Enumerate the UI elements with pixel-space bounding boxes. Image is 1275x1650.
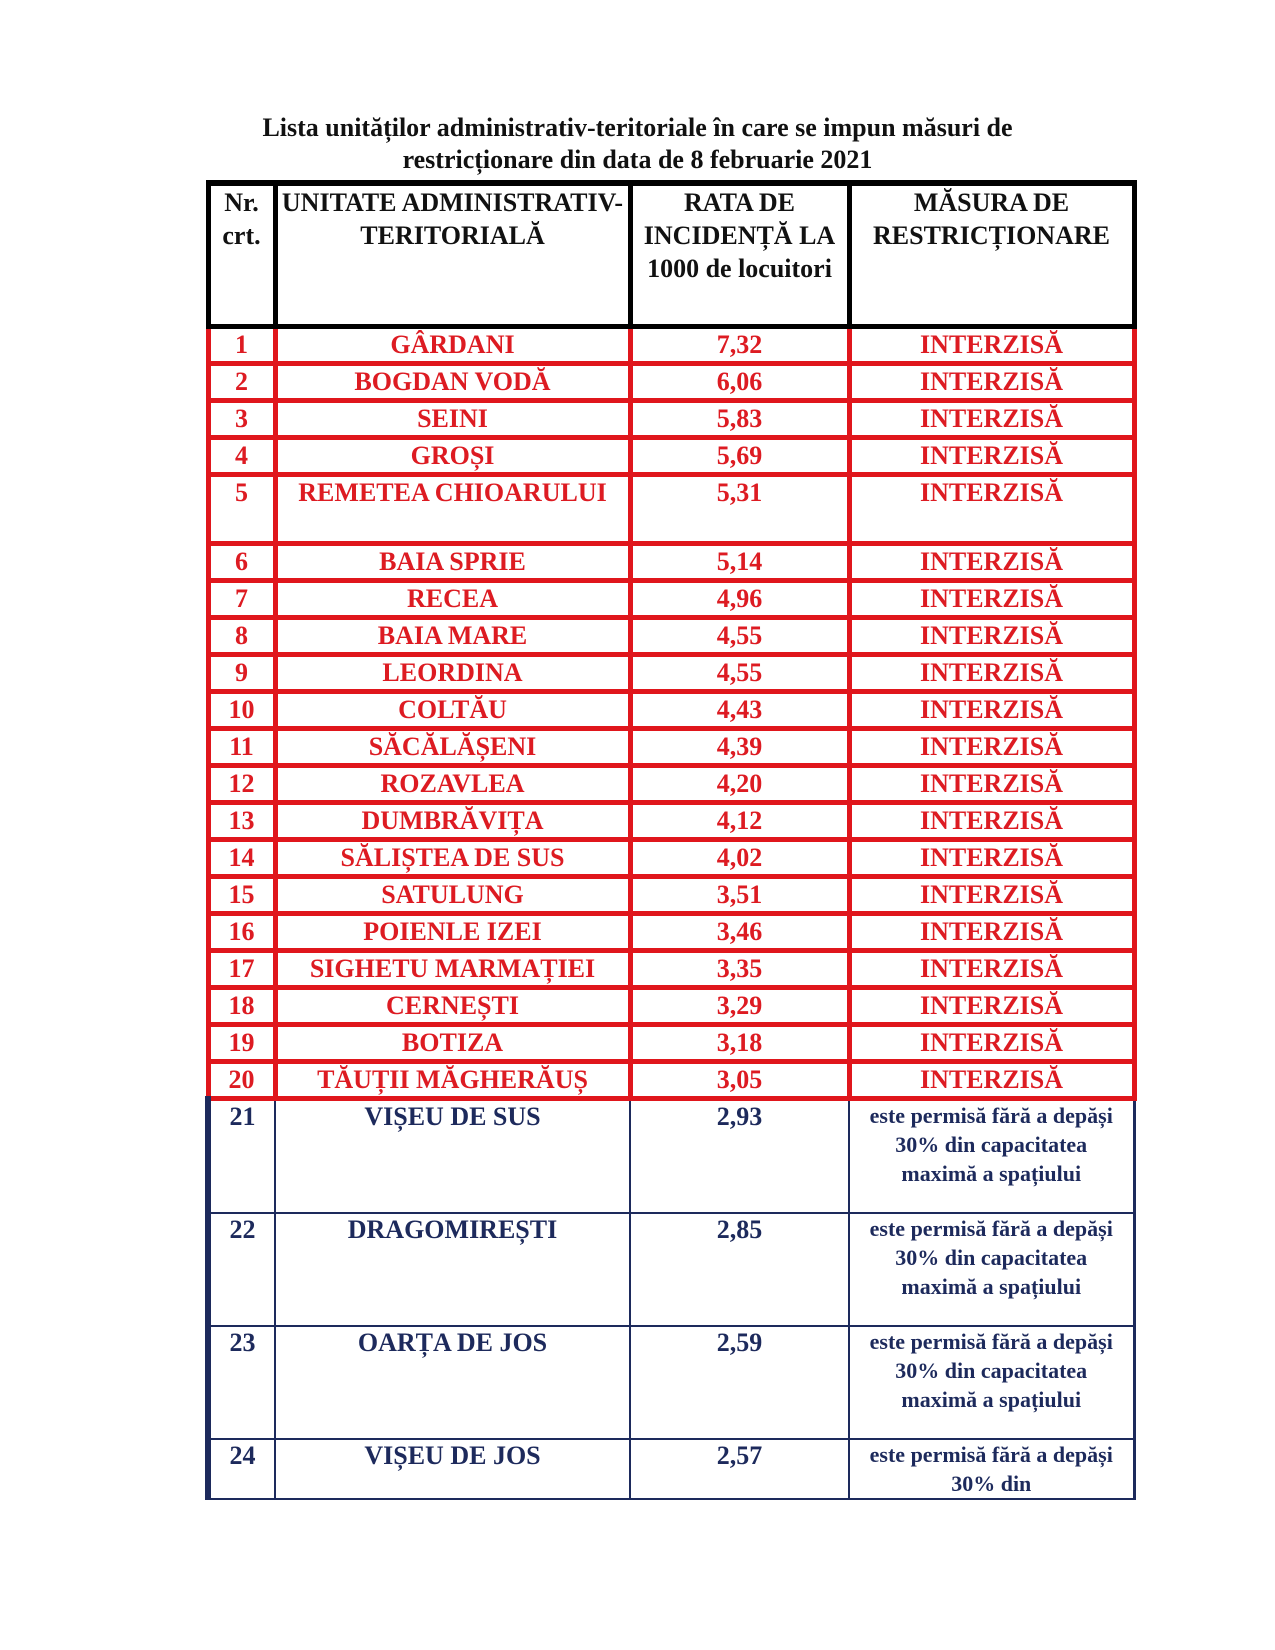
cell-name: VIȘEU DE JOS (275, 1439, 630, 1499)
cell-nr: 18 (208, 988, 275, 1025)
cell-rate: 3,29 (630, 988, 849, 1025)
cell-measure: INTERZISĂ (849, 988, 1134, 1025)
cell-name: POIENLE IZEI (275, 914, 630, 951)
cell-nr: 9 (208, 655, 275, 692)
cell-measure: INTERZISĂ (849, 438, 1134, 475)
cell-measure: INTERZISĂ (849, 364, 1134, 401)
table-row (208, 1326, 1134, 1439)
cell-measure: INTERZISĂ (849, 914, 1134, 951)
cell-name: GÂRDANI (275, 327, 630, 364)
cell-rate: 5,69 (630, 438, 849, 475)
cell-name: BOTIZA (275, 1025, 630, 1062)
cell-rate: 4,43 (630, 692, 849, 729)
cell-name: BAIA SPRIE (275, 544, 630, 581)
cell-measure: INTERZISĂ (849, 803, 1134, 840)
cell-rate: 4,20 (630, 766, 849, 803)
cell-rate: 5,14 (630, 544, 849, 581)
cell-measure: INTERZISĂ (849, 1062, 1134, 1099)
cell-name: SEINI (275, 401, 630, 438)
cell-nr: 4 (208, 438, 275, 475)
cell-name: VIȘEU DE SUS (275, 1099, 630, 1214)
cell-rate: 4,96 (630, 581, 849, 618)
table-row (208, 327, 1134, 364)
cell-nr: 14 (208, 840, 275, 877)
table-row (208, 951, 1134, 988)
cell-rate: 2,85 (630, 1213, 849, 1326)
table-row (208, 914, 1134, 951)
cell-name: BAIA MARE (275, 618, 630, 655)
cell-nr: 5 (208, 475, 275, 544)
table-row (208, 655, 1134, 692)
cell-rate: 3,46 (630, 914, 849, 951)
document-title (160, 112, 1115, 176)
cell-measure: INTERZISĂ (849, 544, 1134, 581)
cell-rate: 6,06 (630, 364, 849, 401)
cell-name: OARȚA DE JOS (275, 1326, 630, 1439)
cell-nr: 21 (208, 1099, 275, 1214)
cell-rate: 4,55 (630, 655, 849, 692)
table-row (208, 1439, 1134, 1499)
cell-nr: 16 (208, 914, 275, 951)
cell-nr: 19 (208, 1025, 275, 1062)
cell-nr: 20 (208, 1062, 275, 1099)
cell-measure: INTERZISĂ (849, 840, 1134, 877)
cell-rate: 3,05 (630, 1062, 849, 1099)
cell-nr: 12 (208, 766, 275, 803)
cell-measure: este permisă fără a depăși 30% din (849, 1439, 1134, 1499)
cell-name: COLTĂU (275, 692, 630, 729)
cell-measure: INTERZISĂ (849, 655, 1134, 692)
header-nr: Nr. crt. (208, 183, 275, 327)
table-row (208, 1099, 1134, 1214)
cell-name: DUMBRĂVIȚA (275, 803, 630, 840)
cell-rate: 2,57 (630, 1439, 849, 1499)
table-row (208, 803, 1134, 840)
cell-measure: INTERZISĂ (849, 1025, 1134, 1062)
cell-measure: este permisă fără a depăși 30% din capacitatea maximă a spațiului (849, 1326, 1134, 1439)
table-row (208, 618, 1134, 655)
cell-measure: INTERZISĂ (849, 401, 1134, 438)
header-rate: RATA DE INCIDENȚĂ LA 1000 de locuitori (630, 183, 849, 327)
cell-name: SATULUNG (275, 877, 630, 914)
cell-nr: 17 (208, 951, 275, 988)
cell-measure: INTERZISĂ (849, 327, 1134, 364)
cell-measure: INTERZISĂ (849, 618, 1134, 655)
table-header-row (208, 183, 1134, 327)
table-row (208, 988, 1134, 1025)
table-row (208, 581, 1134, 618)
table-row (208, 438, 1134, 475)
cell-measure: INTERZISĂ (849, 877, 1134, 914)
title-line-2: restricționare din data de 8 februarie 2021 (402, 145, 873, 174)
table-row (208, 877, 1134, 914)
cell-name: BOGDAN VODĂ (275, 364, 630, 401)
cell-name: SĂCĂLĂȘENI (275, 729, 630, 766)
table-row (208, 729, 1134, 766)
cell-rate: 4,12 (630, 803, 849, 840)
cell-name: RECEA (275, 581, 630, 618)
restriction-table (205, 180, 1137, 1500)
cell-rate: 4,55 (630, 618, 849, 655)
cell-rate: 2,59 (630, 1326, 849, 1439)
table-row (208, 401, 1134, 438)
cell-rate: 3,51 (630, 877, 849, 914)
table-row (208, 840, 1134, 877)
cell-nr: 22 (208, 1213, 275, 1326)
table-row (208, 1025, 1134, 1062)
cell-nr: 24 (208, 1439, 275, 1499)
cell-name: LEORDINA (275, 655, 630, 692)
cell-rate: 5,31 (630, 475, 849, 544)
cell-name: DRAGOMIREȘTI (275, 1213, 630, 1326)
cell-rate: 4,02 (630, 840, 849, 877)
cell-rate: 7,32 (630, 327, 849, 364)
cell-name: SĂLIȘTEA DE SUS (275, 840, 630, 877)
title-line-1: Lista unităților administrativ-teritoriale în care se impun măsuri de (262, 113, 1013, 142)
cell-measure: INTERZISĂ (849, 581, 1134, 618)
cell-measure: INTERZISĂ (849, 692, 1134, 729)
table-row (208, 544, 1134, 581)
cell-measure: INTERZISĂ (849, 766, 1134, 803)
table-row (208, 766, 1134, 803)
table-row (208, 1062, 1134, 1099)
header-measure: MĂSURA DE RESTRICȚIONARE (849, 183, 1134, 327)
cell-rate: 5,83 (630, 401, 849, 438)
cell-measure: este permisă fără a depăși 30% din capacitatea maximă a spațiului (849, 1099, 1134, 1214)
cell-measure: INTERZISĂ (849, 729, 1134, 766)
cell-name: ROZAVLEA (275, 766, 630, 803)
cell-nr: 6 (208, 544, 275, 581)
cell-measure: INTERZISĂ (849, 475, 1134, 544)
cell-name: CERNEȘTI (275, 988, 630, 1025)
cell-name: GROȘI (275, 438, 630, 475)
table-row (208, 1213, 1134, 1326)
cell-nr: 23 (208, 1326, 275, 1439)
cell-nr: 7 (208, 581, 275, 618)
cell-rate: 4,39 (630, 729, 849, 766)
cell-nr: 2 (208, 364, 275, 401)
cell-nr: 10 (208, 692, 275, 729)
cell-name: REMETEA CHIOARULUI (275, 475, 630, 544)
cell-name: TĂUȚII MĂGHERĂUȘ (275, 1062, 630, 1099)
cell-nr: 15 (208, 877, 275, 914)
cell-rate: 2,93 (630, 1099, 849, 1214)
cell-nr: 8 (208, 618, 275, 655)
cell-nr: 3 (208, 401, 275, 438)
cell-rate: 3,35 (630, 951, 849, 988)
cell-measure: INTERZISĂ (849, 951, 1134, 988)
cell-nr: 1 (208, 327, 275, 364)
table-row (208, 364, 1134, 401)
cell-nr: 13 (208, 803, 275, 840)
table-row (208, 692, 1134, 729)
table-row (208, 475, 1134, 544)
cell-nr: 11 (208, 729, 275, 766)
cell-measure: este permisă fără a depăși 30% din capacitatea maximă a spațiului (849, 1213, 1134, 1326)
cell-name: SIGHETU MARMAȚIEI (275, 951, 630, 988)
cell-rate: 3,18 (630, 1025, 849, 1062)
header-uat: UNITATE ADMINISTRATIV-TERITORIALĂ (275, 183, 630, 327)
